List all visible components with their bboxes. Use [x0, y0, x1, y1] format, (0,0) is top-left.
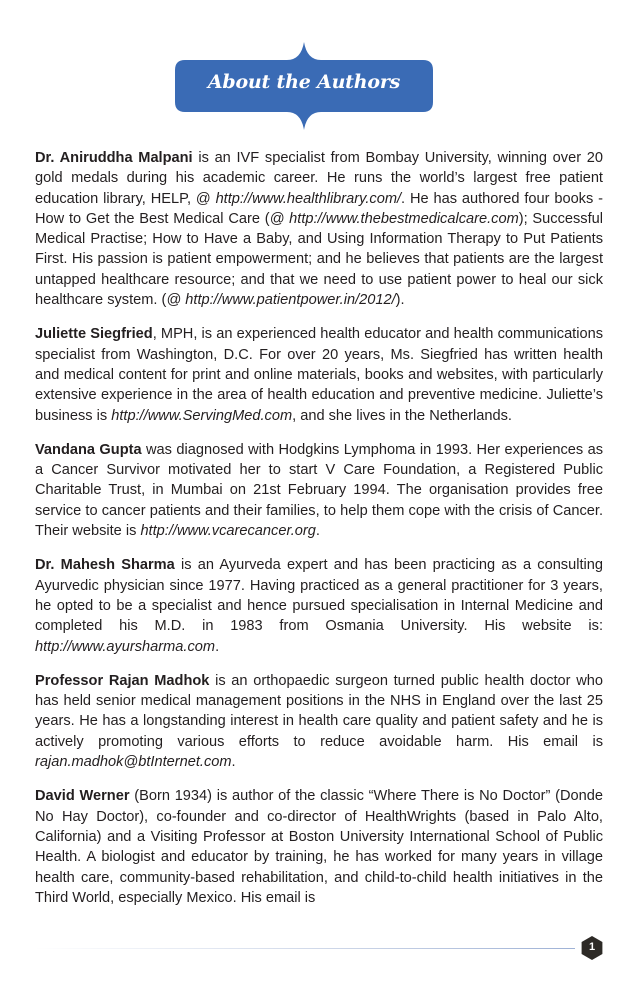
bio-text: , and she lives in the Netherlands.	[292, 407, 512, 424]
bio-text: . He has authored four books - How to Get the Best Medical Care (	[35, 190, 603, 227]
author-bio-gupta	[35, 440, 603, 541]
website-link[interactable]: http://www.healthlibrary.com/	[215, 190, 402, 207]
footer-divider	[35, 948, 575, 949]
bio-text: ); Successful Medical Practise; How to Have a Baby, and Using Information Therapy to Put Patients First. His passion is patient empowerment; and he believes that patients are the largest untapped healthcare resource; and that we need to use patient power to heal our sick healthcare system. (	[35, 210, 603, 309]
author-name: Dr. Aniruddha Malpani	[35, 150, 193, 166]
author-name: Vandana Gupta	[35, 441, 142, 458]
bio-text: , MPH, is an experienced health educator and health communications specialist from Washington, D.C. For over 20 years, Ms. Siegfried has written health and medical content for print and online materials, books and websites, with particularly extensive experience in the area of health education and preventive medicine. Juliette’s business is	[35, 326, 604, 424]
bio-text: was diagnosed with Hodgkins Lymphoma in 1993. Her experiences as a Cancer Survivor motivated her to start V Care Foundation, a Registered Public Charitable Trust, in Mumbai on 21st February 1994. The organisation provides free service to cancer patients and their families, to help them cope with the crisis of Cancer. Their website is	[35, 441, 603, 540]
page-number: 1	[588, 941, 596, 953]
author-bio-sharma	[35, 555, 603, 656]
bio-text: .	[215, 638, 220, 655]
bio-text: ).	[395, 292, 405, 309]
section-banner	[175, 42, 433, 130]
page-number-badge	[580, 936, 604, 960]
bio-text: is an Ayurveda expert and has been practicing as a consulting Ayurvedic physician since 1977. Having practiced as a general practitioner for 3 years, he opted to be a specialist and hence pursued specialisation in Internal Medicine and completed his M.D. in 1983 from Osmania University. His website is:	[35, 557, 603, 635]
bio-text: .	[315, 523, 320, 540]
bio-text: .	[231, 754, 236, 771]
author-name: Juliette Siegfried	[35, 326, 153, 343]
email-link[interactable]: rajan.madhok@btInternet.com	[35, 754, 232, 771]
website-link[interactable]: http://www.vcarecancer.org	[140, 523, 316, 540]
website-link[interactable]: http://www.ayursharma.com	[35, 638, 216, 655]
website-link[interactable]: http://www.ServingMed.com	[111, 407, 293, 424]
author-bio-madhok	[35, 671, 603, 772]
bio-text: (Born 1934) is author of the classic “Where There is No Doctor” (Donde No Hay Doctor), co-founder and co-director of HealthWrights (based in Palo Alto, California) and a Visiting Professor at Boston University International School of Public Health. A biologist and educator by training, he has worked for many years in village health care, community-based rehabilitation, and child-to-child health initiatives in the Third World, especially Mexico. His email is	[35, 788, 604, 906]
author-name: David Werner	[35, 788, 130, 805]
website-link[interactable]: @ http://www.patientpower.in/2012/	[166, 292, 396, 309]
author-bio-malpani	[35, 148, 603, 310]
page-title: About the Authors	[207, 71, 401, 93]
author-name: Professor Rajan Madhok	[35, 672, 210, 689]
author-name: Dr. Mahesh Sharma	[35, 557, 175, 574]
website-link[interactable]: @ http://www.thebestmedicalcare.com	[269, 210, 519, 227]
bio-text: is an IVF specialist from Bombay University, winning over 20 gold medals during his academic career. He runs the world’s largest free patient education library, HELP, @	[35, 150, 603, 207]
author-bio-siegfried	[35, 324, 603, 425]
bio-text: is an orthopaedic surgeon turned public health doctor who has held senior medical management positions in the NHS in England over the last 25 years. He has a longstanding interest in health care quality and patient safety and he is actively promoting various efforts to reduce avoidable harm. His email is	[35, 672, 603, 750]
authors-list	[35, 148, 603, 922]
author-bio-werner	[35, 786, 603, 908]
